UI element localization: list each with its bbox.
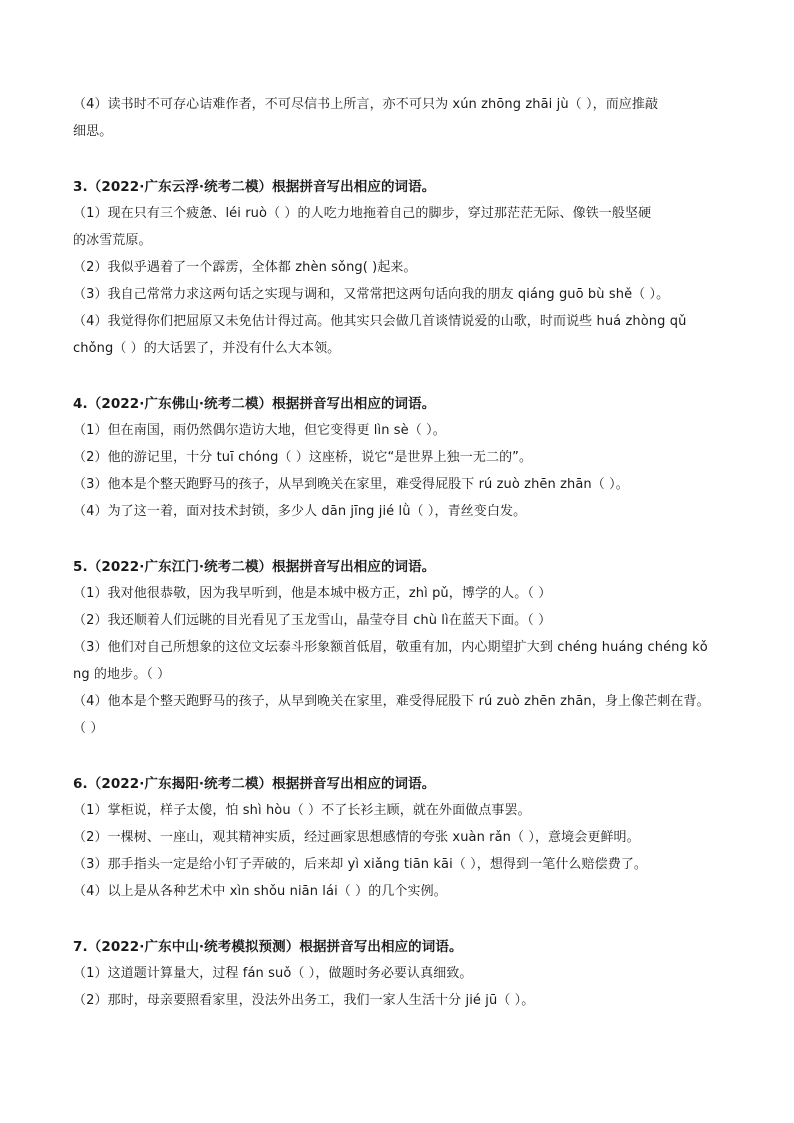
q3-item-1-line2: 的冰雪荒原。 [73,233,152,248]
q3-item-1-line1: （1）现在只有三个疲惫、léi ruò（ ）的人吃力地拖着自己的脚步，穿过那茫茫无际、像铁一般坚硬 [73,206,652,221]
q3-item-4-line2: chǒng（ ）的大话罢了，并没有什么大本领。 [73,341,341,356]
q6-item-2: （2）一棵树、一座山，观其精神实质，经过画家思想感情的夸张 xuàn rǎn（ ），意境会更鲜明。 [73,830,640,845]
q3-item-3: （3）我自己常常力求这两句话之实现与调和，又常常把这两句话向我的朋友 qiáng guō bù shě（ ）。 [73,287,670,302]
q5-item-3-line2: ng 的地步。（ ） [73,667,171,682]
question-4-heading: 4.（2022·广东佛山·统考二模）根据拼音写出相应的词语。 [73,396,436,412]
q5-item-3-line1: （3）他们对自己所想象的这位文坛泰斗形象额首低眉，敬重有加，内心期望扩大到 chéng huáng chéng kǒ [73,640,708,655]
q6-item-3: （3）那手指头一定是给小钉子弄破的，后来却 yì xiǎng tiān kāi（ ），想得到一笔什么赔偿费了。 [73,857,648,872]
q5-item-4-line1: （4）他本是个整天跑野马的孩子，从早到晚关在家里，难受得屁股下 rú zuò zhēn zhān，身上像芒刺在背。 [73,694,710,709]
q5-item-1: （1）我对他很恭敬，因为我早听到，他是本城中极方正，zhì pǔ，博学的人。（ ） [73,586,552,601]
question-6-heading: 6.（2022·广东揭阳·统考二模）根据拼音写出相应的词语。 [73,776,436,792]
q2-item-4-line1: （4）读书时不可存心诘难作者，不可尽信书上所言，亦不可只为 xún zhōng zhāi jù（ ），而应推敲 [73,97,659,112]
question-5-heading: 5.（2022·广东江门·统考二模）根据拼音写出相应的词语。 [73,559,436,575]
q7-item-1: （1）这道题计算量大，过程 fán suǒ（ ），做题时务必要认真细致。 [73,966,473,981]
q4-item-2: （2）他的游记里，十分 tuī chóng（ ）这座桥，说它“是世界上独一无二的”。 [73,450,533,465]
q5-item-2: （2）我还顺着人们远眺的目光看见了玉龙雪山，晶莹夺目 chù lì在蓝天下面。（ ） [73,613,552,628]
q6-item-4: （4）以上是从各种艺术中 xìn shǒu niān lái（ ）的几个实例。 [73,884,447,899]
question-3-heading: 3.（2022·广东云浮·统考二模）根据拼音写出相应的词语。 [73,179,436,195]
question-7-heading: 7.（2022·广东中山·统考模拟预测）根据拼音写出相应的词语。 [73,939,463,955]
q3-item-4-line1: （4）我觉得你们把屈原又未免估计得过高。他其实只会做几首谈情说爱的山歌，时而说些 huá zhòng qǔ [73,314,687,329]
q7-item-2: （2）那时，母亲要照看家里，没法外出务工，我们一家人生活十分 jié jū（ ）。 [73,993,535,1008]
q4-item-3: （3）他本是个整天跑野马的孩子，从早到晚关在家里，难受得屁股下 rú zuò zhēn zhān（ ）。 [73,477,629,492]
q6-item-1: （1）掌柜说，样子太傻，怕 shì hòu（ ）不了长衫主顾，就在外面做点事罢。 [73,803,531,818]
q3-item-2: （2）我似乎遇着了一个霹雳，全体都 zhèn sǒng( )起来。 [73,260,417,275]
q4-item-4: （4）为了这一着，面对技术封锁，多少人 dān jīng jié lǜ（ ），青丝变白发。 [73,504,527,519]
q4-item-1: （1）但在南国，雨仍然偶尔造访大地，但它变得更 lìn sè（ ）。 [73,423,446,438]
q5-item-4-line2: （ ） [73,721,104,736]
q2-item-4-line2: 细思。 [73,124,113,139]
